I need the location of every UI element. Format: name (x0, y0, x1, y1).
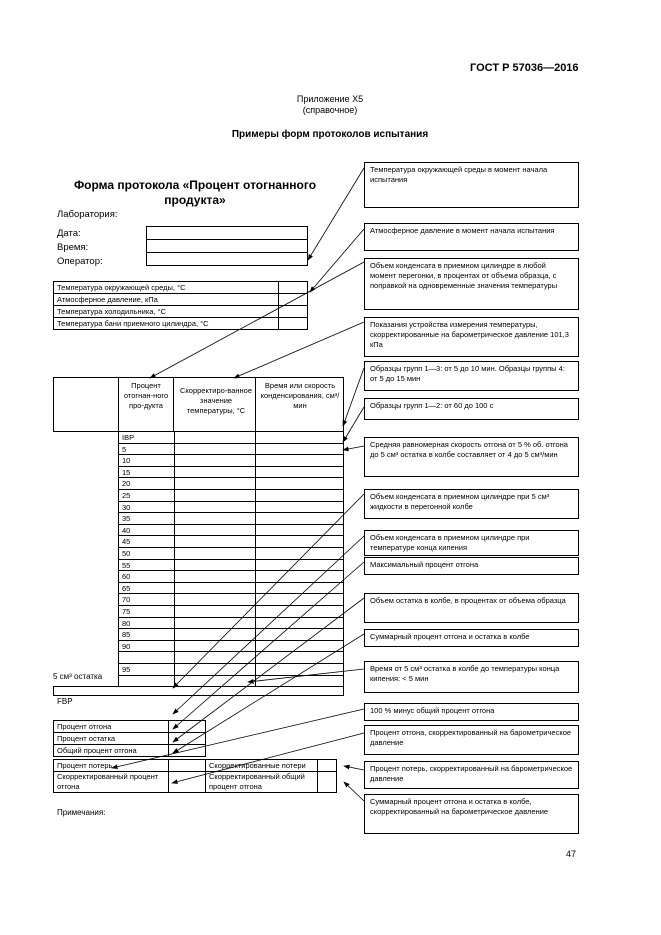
callout-corr-distilled: Процент отгона, скорректированный на барометрическое давление (364, 725, 579, 755)
arrow-max (173, 562, 364, 729)
row-percent: 5 (122, 444, 127, 454)
callout-fbp-volume: Объем конденсата в приемном цилиндре при температуре конца кипения (364, 530, 579, 556)
standard-number: ГОСТ Р 57036—2016 (470, 62, 579, 74)
fbp-label: FBP (57, 697, 73, 706)
form-title-line2: продукта» (164, 193, 226, 207)
row-percent: 20 (122, 479, 131, 489)
row-percent: 65 (122, 583, 131, 593)
row-percent: 15 (122, 467, 131, 477)
arrow-temp (234, 322, 364, 378)
arrow-residue (173, 598, 364, 742)
arrow-corr-sum (344, 782, 364, 801)
residue-label: 5 см³ остатка (53, 672, 103, 681)
callout-groups-seconds: Образцы групп 1—2: от 60 до 100 с (364, 398, 579, 420)
row-percent: 95 (122, 665, 131, 674)
callout-time-fbp: Время от 5 см³ остатка в колбе до температуры конца кипения: < 5 мин (364, 661, 579, 693)
callout-rate: Средняя равномерная скорость отгона от 5 % об. отгона до 5 см³ остатка в колбе составляет от 4 до 5 см³/мин (364, 437, 579, 477)
arrow-groups (343, 368, 364, 426)
callout-volume: Объем конденсата в приемном цилиндре в любой момент перегонки, в процентах от объема образца, с поправкой на одновременные значения температуры (364, 258, 579, 310)
row-percent: 45 (122, 537, 131, 547)
bath-temp-label: Температура бани приемного цилиндра, °С (54, 318, 279, 330)
corr-total-label: Скорректированный общий процент отгона (206, 772, 318, 793)
row-percent: 85 (122, 630, 131, 640)
row-percent: 10 (122, 456, 131, 466)
callout-5cm3: Объем конденсата в приемном цилиндре при 5 см³ жидкости в перегонной колбе (364, 489, 579, 519)
total-percent-label: Общий процент отгона (54, 745, 169, 757)
notes-label: Примечания: (57, 808, 106, 817)
arrow-seconds (343, 407, 364, 442)
row-percent: 80 (122, 618, 131, 628)
callout-ambient: Температура окружающей среды в момент начала испытания (364, 162, 579, 208)
callout-groups-time: Образцы групп 1—3: от 5 до 10 мин. Образцы группы 4: от 5 до 15 мин (364, 361, 579, 391)
pressure-label: Атмосферное давление, кПа (54, 294, 279, 306)
callout-corr-sum: Суммарный процент отгона и остатка в колбе, скорректированный на барометрическое давление (364, 794, 579, 834)
col-percent-header: Процент отогнан-ного про-дукта (123, 381, 169, 410)
page-subtitle: Примеры форм протоколов испытания (231, 129, 429, 140)
appendix-title: Приложение Х5 (296, 94, 364, 104)
callout-temp-reading: Показания устройства измерения температуры, скорректированные на барометрическое давление 101,3 кПа (364, 317, 579, 357)
percent-distilled-label: Процент отгона (54, 721, 169, 733)
operator-label: Оператор: (57, 256, 103, 267)
arrow-loss (112, 709, 364, 768)
condenser-temp-label: Температура холодильника, °С (54, 306, 279, 318)
col-temp-header: Скорректиро-ванное значение температуры, °С (180, 386, 252, 415)
form-title-line1: Форма протокола «Процент отогнанного (73, 178, 317, 192)
ambient-temp-label: Температура окружающей среды, °С (54, 282, 279, 294)
callout-corr-loss: Процент потерь, скорректированный на барометрическое давление (364, 761, 579, 789)
arrow-rate (343, 446, 364, 450)
lab-label: Лаборатория: (57, 209, 118, 220)
page-number: 47 (566, 849, 577, 859)
callout-pressure: Атмосферное давление в момент начала испытания (364, 223, 579, 251)
arrow-5cm3 (173, 494, 364, 688)
row-percent: IBP (122, 433, 135, 442)
row-percent: 50 (122, 549, 131, 558)
callout-loss: 100 % минус общий процент отгона (364, 703, 579, 721)
arrow-fbp (173, 536, 364, 714)
percent-residue-label: Процент остатка (54, 733, 169, 745)
arrow-time (248, 669, 364, 682)
row-percent: 55 (122, 560, 131, 570)
corr-loss-label: Скорректированные потери (206, 760, 318, 772)
row-percent: 40 (122, 525, 131, 535)
corr-distilled-label: Скорректированный процент отгона (54, 772, 169, 793)
callout-residue: Объем остатка в колбе, в процентах от объема образца (364, 593, 579, 623)
callout-sum: Суммарный процент отгона и остатка в колбе (364, 629, 579, 647)
row-percent: 35 (122, 514, 131, 524)
time-label: Время: (57, 242, 89, 253)
row-percent: 60 (122, 572, 131, 582)
arrow-corr-distilled (172, 733, 364, 783)
appendix-subtitle: (справочное) (302, 105, 358, 115)
row-percent: 30 (122, 502, 131, 512)
row-percent: 70 (122, 595, 131, 605)
arrow-volume (150, 262, 364, 378)
callout-max-percent: Максимальный процент отгона (364, 557, 579, 575)
date-label: Дата: (57, 228, 81, 239)
loss-label: Процент потерь (54, 760, 169, 772)
row-percent: 25 (122, 491, 131, 500)
row-percent: 90 (122, 641, 131, 651)
arrow-pressure (310, 229, 364, 292)
arrow-ambient (308, 168, 364, 260)
row-percent: 75 (122, 607, 131, 616)
arrow-corr-loss (344, 766, 364, 770)
arrow-sum (173, 634, 364, 753)
col-rate-header: Время или скорость конденсирования, см³/мин (260, 381, 340, 410)
